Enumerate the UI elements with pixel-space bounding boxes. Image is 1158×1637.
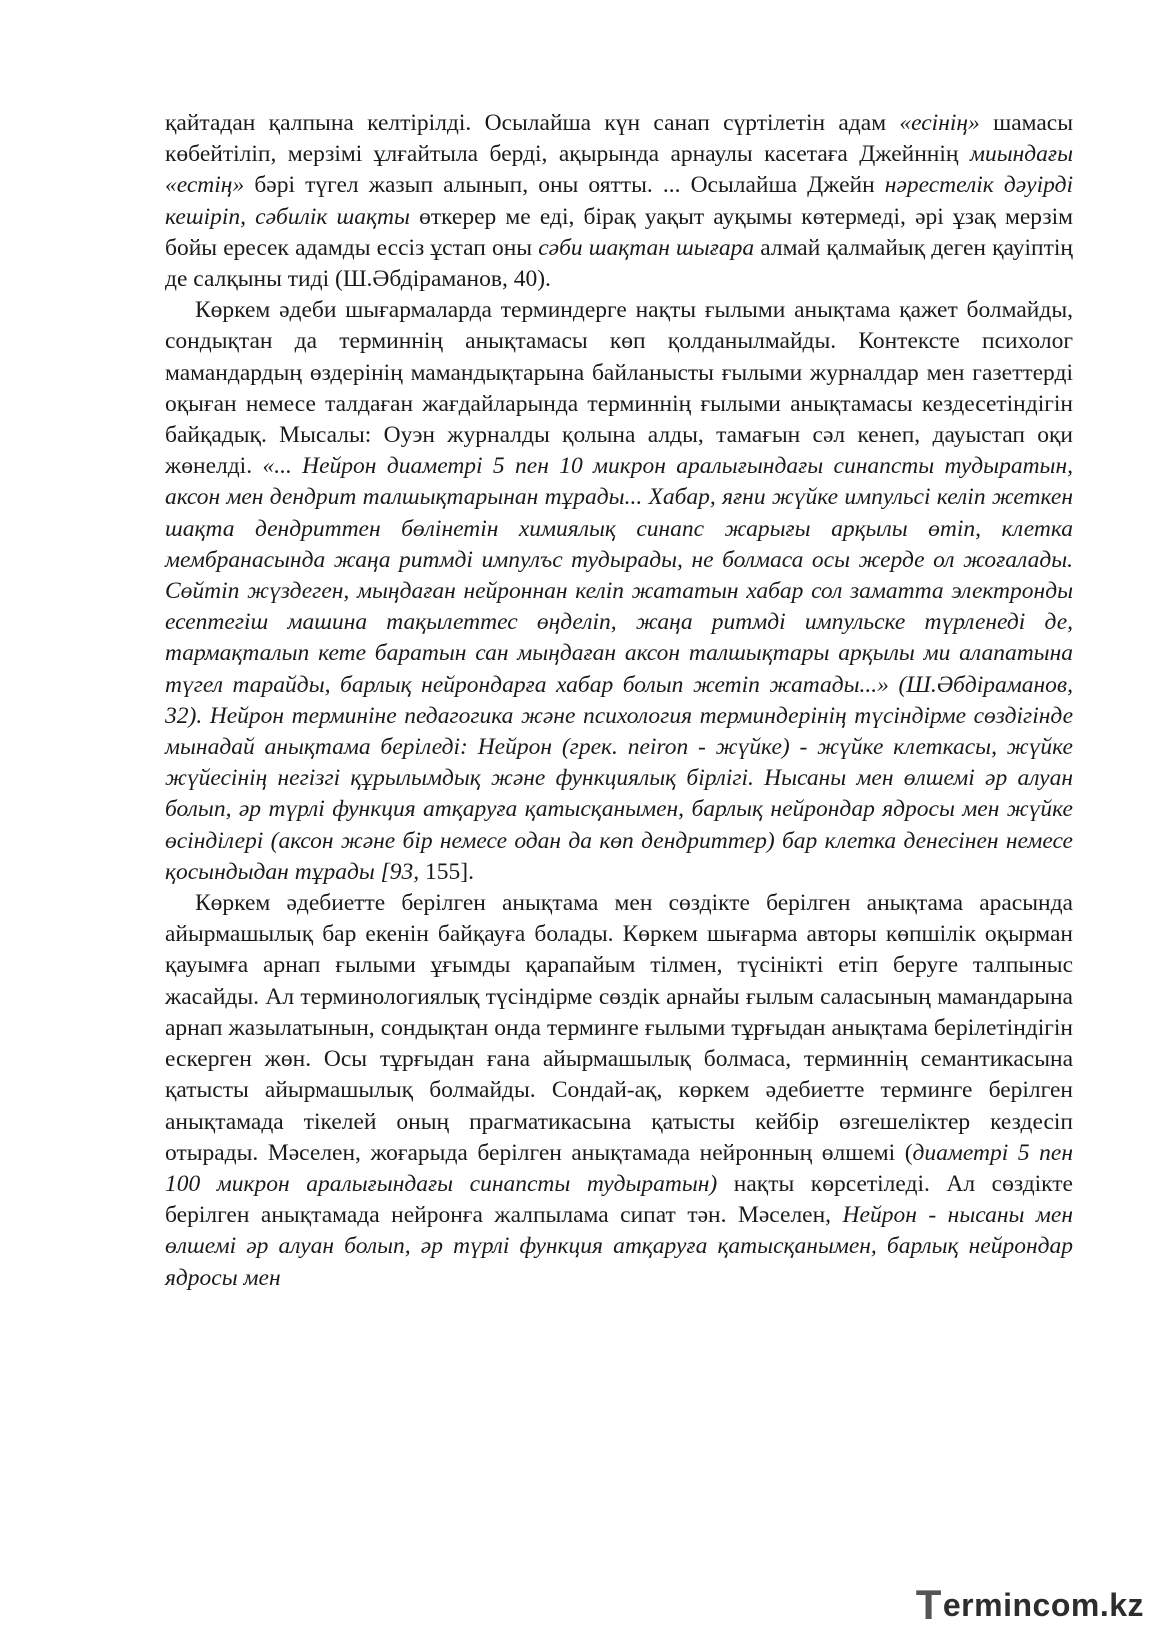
text-run: Көркем әдебиетте берілген анықтама мен сөздікте берілген анықтама арасында айырмашылық бар екенін байқауға болады. Көркем шығарма авторы көпшілік оқырман қауымға арнап ғылыми ұғымды қарапайым тілмен, түсінікті етіп беруге талпыныс жасайды. Ал терминологиялық түсіндірме сөздік арнайы ғылым саласының мамандарына арнап жазылатынын, сондықтан онда терминге ғылыми тұрғыдан анықтама берілетіндігін ескерген жөн. Осы тұрғыдан ғана айырмашылық болмаса, терминнің семантикасына қатысты айырмашылық болмайды. Сондай-ақ, көркем әдебиетте терминге берілген анықтамада тікелей оның прагматикасына қатысты кейбір өзгешеліктер кездесіп отырады. Мәселен, жоғарыда берілген анықтамада нейронның өлшемі ( bbox=[165, 890, 1073, 1166]
text-run: өткерер ме еді, бірақ уақыт ауқымы көтермеді, әрі ұзақ мерзім бойы ересек адамды ессіз ұстап оны bbox=[165, 203, 1073, 261]
italic-run: нәрестелік дәуірді кешіріп, сәбилік шақты bbox=[165, 172, 1073, 230]
text-run: 155]. bbox=[419, 858, 474, 885]
paragraph bbox=[165, 295, 1073, 888]
termincom-logo bbox=[916, 1583, 1144, 1627]
text-run: алмай қалмайық деген қауіптің де салқыны тиді (Ш.Әбдіраманов, 40). bbox=[165, 234, 1073, 293]
italic-run: диаметрі 5 пен 100 микрон аралығындағы синапсты тудыратын) bbox=[165, 1139, 1073, 1197]
italic-run: сәби шақтан шығара bbox=[538, 234, 755, 261]
text-run: нақты көрсетіледі. Ал сөздікте берілген анықтамада нейронға жалпылама сипат тән. Мәселен, bbox=[165, 1170, 1073, 1229]
italic-run: «... Нейрон диаметрі 5 пен 10 микрон аралығындағы синапсты тудыратын, аксон мен дендрит талшықтарынан тұрады... Хабар, яғни жүйке импульсі келіп жеткен шақта дендриттен бөлінетін химиялық синапс жарығы арқылы өтіп, клетка мембранасында жаңа ритмді импулъс тудырады, не болмаса осы жерде ол жоғалады. Сөйтіп жүздеген, мыңдаған нейроннан келіп жататын хабар сол заматта электронды есептегіш машина тақылеттес өңделіп, жаңа ритмді импульске түрленеді де, тармақталып кете баратын сан мыңдаған аксон талшықтары арқылы ми алапатына түгел тарайды, барлық нейрондарға хабар болып жетіп жатады...» (Ш.Әбдіраманов, 32). Нейрон терминіне педагогика және психология терминдерінің түсіндірме сөздігінде мынадай анықтама беріледі: Нейрон (грек. neiron - жүйке) - жүйке клеткасы, жүйке жүйесінің негізгі құрылымдық және функциялық бірлігі. Нысаны мен өлшемі әр алуан болып, әр түрлі функция атқаруға қатысқанымен, барлық нейрондар ядросы мен жүйке өсінділері (аксон және бір немесе одан да көп дендриттер) бар клетка денесінен немесе қосындыдан тұрады [93, bbox=[165, 453, 1073, 885]
paragraph bbox=[165, 108, 1073, 295]
italic-run: миындағы «естің» bbox=[165, 141, 1073, 199]
italic-run: «есінің» bbox=[899, 110, 980, 136]
italic-run: Нейрон - нысаны мен өлшемі әр алуан болып, әр түрлі функция атқаруға қатысқанымен, барлық нейрондар ядросы мен bbox=[165, 1202, 1073, 1291]
logo-letter-t: T bbox=[915, 1581, 942, 1628]
text-run: қайтадан қалпына келтірілді. Осылайша күн санап сүртілетін адам bbox=[165, 110, 900, 136]
text-run: Көркем әдеби шығармаларда терминдерге нақты ғылыми анықтама қажет болмайды, сондықтан да терминнің анықтамасы көп қолданылмайды. Контексте психолог мамандардың өздерінің мамандықтарына байланысты ғылыми журналдар мен газеттерді оқыған немесе талдаған жағдайларында терминнің ғылыми анықтамасы кездесетіндігін байқадық. Мысалы: Оуэн журналды қолына алды, тамағын сәл кенеп, дауыстап оқи жөнелді. bbox=[165, 297, 1073, 480]
text-run: бәрі түгел жазып алынып, оны оятты. ... Осылайша Джейн bbox=[244, 172, 885, 199]
logo-wordmark: ermincom.kz bbox=[942, 1586, 1144, 1623]
text-run: шамасы көбейтіліп, мерзімі ұлғайтыла берді, ақырында арнаулы касетаға Джейннің bbox=[165, 110, 1074, 168]
document-body bbox=[165, 108, 1073, 1294]
paragraph bbox=[165, 888, 1073, 1294]
